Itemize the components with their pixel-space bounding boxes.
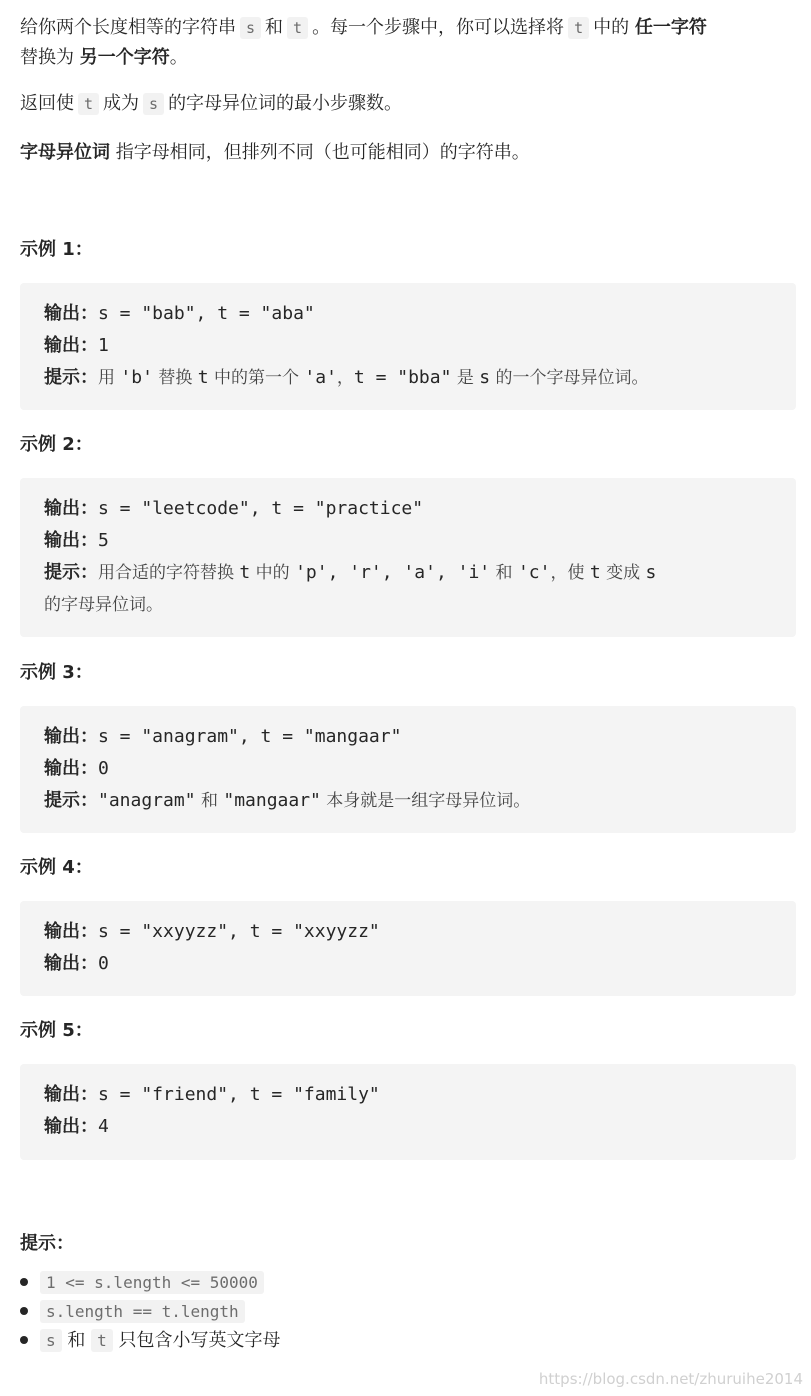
hint-code: s bbox=[645, 562, 657, 583]
inline-code-t: t bbox=[568, 17, 589, 39]
example-box bbox=[20, 1064, 796, 1160]
output-label: 输出： bbox=[44, 953, 98, 974]
hint-label: 提示： bbox=[44, 790, 98, 811]
example-box bbox=[20, 706, 796, 833]
intro-paragraph bbox=[20, 13, 796, 73]
intro-text: 。 bbox=[169, 47, 188, 68]
output-label: 输出： bbox=[44, 1116, 98, 1137]
goal-text: 返回使 bbox=[20, 93, 74, 114]
constraint-code: s.length == t.length bbox=[40, 1300, 245, 1323]
hint-text: 变成 bbox=[600, 563, 646, 583]
example-input: s = "xxyyzz", t = "xxyyzz" bbox=[98, 921, 380, 942]
definition-term: 字母异位词 bbox=[20, 142, 110, 163]
example-input-line bbox=[44, 916, 772, 948]
example-output-line bbox=[44, 948, 772, 980]
hint-label: 提示： bbox=[44, 367, 98, 388]
hint-text: ，使 bbox=[550, 563, 590, 583]
example-output-line bbox=[44, 1111, 772, 1143]
hint-text: 和 bbox=[195, 791, 224, 811]
example-output-line bbox=[44, 753, 772, 785]
example-input: s = "bab", t = "aba" bbox=[98, 303, 315, 324]
example-hint-line bbox=[44, 362, 772, 394]
hint-text: ， bbox=[336, 368, 354, 388]
hint-code: 'p', 'r', 'a', 'i' bbox=[295, 562, 491, 583]
list-item bbox=[40, 1268, 280, 1297]
hint-code: s bbox=[479, 367, 491, 388]
hint-code: "mangaar" bbox=[223, 790, 321, 811]
example-output-line bbox=[44, 330, 772, 362]
hint-code: "anagram" bbox=[98, 790, 196, 811]
example-box bbox=[20, 478, 796, 637]
hint-code: t bbox=[197, 367, 209, 388]
example-hint-line bbox=[44, 785, 772, 817]
hint-label: 提示： bbox=[44, 562, 98, 583]
intro-text: 中的 bbox=[593, 17, 630, 38]
intro-text: 。每一个步骤中，你可以选择将 bbox=[312, 17, 565, 38]
hint-text: 用 bbox=[98, 368, 121, 388]
example-heading: 示例 4： bbox=[20, 857, 93, 878]
hint-text: 中的 bbox=[250, 563, 296, 583]
example-input-line bbox=[44, 493, 772, 525]
watermark: https://blog.csdn.net/zhuruihe2014 bbox=[538, 1370, 803, 1388]
hint-text: 的一个字母异位词。 bbox=[490, 368, 649, 388]
input-label: 输出： bbox=[44, 726, 98, 747]
intro-text: 给你两个长度相等的字符串 bbox=[20, 17, 236, 38]
inline-code-t: t bbox=[287, 17, 308, 39]
hint-code: t = "bba" bbox=[353, 367, 452, 388]
example-hint-line bbox=[44, 557, 772, 589]
input-label: 输出： bbox=[44, 921, 98, 942]
output-label: 输出： bbox=[44, 758, 98, 779]
hint-text: 本身就是一组字母异位词。 bbox=[320, 791, 531, 811]
goal-paragraph bbox=[20, 89, 796, 119]
example-input: s = "anagram", t = "mangaar" bbox=[98, 726, 402, 747]
constraint-code: t bbox=[91, 1329, 113, 1352]
constraint-code: 1 <= s.length <= 50000 bbox=[40, 1271, 264, 1294]
constraints-heading: 提示： bbox=[20, 1233, 74, 1254]
hint-text: 是 bbox=[451, 368, 480, 388]
intro-bold: 另一个字符 bbox=[79, 47, 170, 68]
hint-code: t bbox=[239, 562, 251, 583]
inline-code-s: s bbox=[240, 17, 261, 39]
hint-text: 中的第一个 bbox=[208, 368, 305, 388]
example-input-line bbox=[44, 298, 772, 330]
example-heading: 示例 3： bbox=[20, 662, 93, 683]
example-input: s = "leetcode", t = "practice" bbox=[98, 498, 424, 519]
example-output: 5 bbox=[98, 530, 109, 551]
intro-text: 替换为 bbox=[20, 47, 74, 68]
example-output-line bbox=[44, 525, 772, 557]
hint-text: 的字母异位词。 bbox=[44, 595, 163, 615]
hint-code: 'b' bbox=[120, 367, 153, 388]
intro-and: 和 bbox=[265, 17, 284, 38]
hint-text: 和 bbox=[490, 563, 518, 583]
example-output: 1 bbox=[98, 335, 109, 356]
definition-paragraph bbox=[20, 138, 796, 168]
hint-code: 'c' bbox=[517, 562, 551, 583]
bullet-icon bbox=[20, 1336, 28, 1344]
example-heading: 示例 5： bbox=[20, 1020, 93, 1041]
input-label: 输出： bbox=[44, 498, 98, 519]
example-heading: 示例 2： bbox=[20, 434, 93, 455]
example-input-line bbox=[44, 721, 772, 753]
hint-text: 替换 bbox=[152, 368, 198, 388]
intro-bold: 任一字符 bbox=[634, 17, 707, 38]
example-input-line bbox=[44, 1079, 772, 1111]
input-label: 输出： bbox=[44, 1084, 98, 1105]
list-item bbox=[40, 1326, 280, 1355]
example-box bbox=[20, 901, 796, 996]
hint-text: 用合适的字符替换 bbox=[98, 563, 240, 583]
example-output: 0 bbox=[98, 758, 109, 779]
example-hint-continuation bbox=[44, 589, 772, 621]
constraints-list bbox=[40, 1268, 280, 1355]
hint-code: 'a' bbox=[304, 367, 337, 388]
goal-text: 的字母异位词的最小步骤数。 bbox=[168, 93, 403, 114]
example-heading: 示例 1： bbox=[20, 239, 93, 260]
input-label: 输出： bbox=[44, 303, 98, 324]
example-box bbox=[20, 283, 796, 410]
bullet-icon bbox=[20, 1278, 28, 1286]
hint-code: t bbox=[589, 562, 601, 583]
constraint-text: 只包含小写英文字母 bbox=[118, 1330, 281, 1351]
inline-code-s: s bbox=[143, 93, 164, 115]
example-output: 4 bbox=[98, 1116, 109, 1137]
bullet-icon bbox=[20, 1307, 28, 1315]
constraint-text: 和 bbox=[67, 1330, 86, 1351]
list-item bbox=[40, 1297, 280, 1326]
constraint-code: s bbox=[40, 1329, 62, 1352]
goal-text: 成为 bbox=[103, 93, 140, 114]
output-label: 输出： bbox=[44, 530, 98, 551]
inline-code-t: t bbox=[78, 93, 99, 115]
example-input: s = "friend", t = "family" bbox=[98, 1084, 380, 1105]
definition-text: 指字母相同，但排列不同（也可能相同）的字符串。 bbox=[110, 142, 530, 163]
output-label: 输出： bbox=[44, 335, 98, 356]
example-output: 0 bbox=[98, 953, 109, 974]
